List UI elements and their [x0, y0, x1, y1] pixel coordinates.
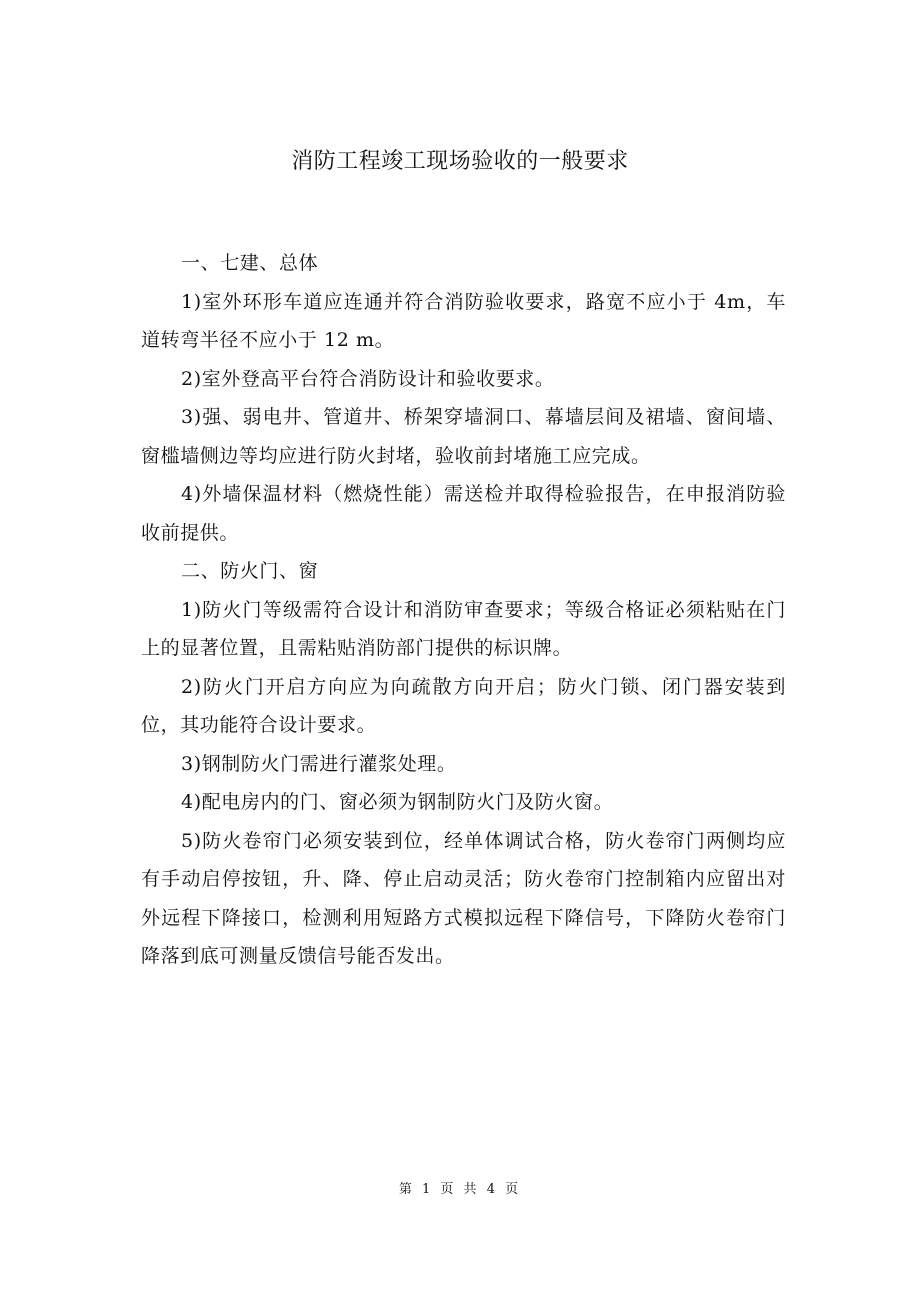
paragraph: 2)室外登高平台符合消防设计和验收要求。 — [181, 367, 555, 390]
paragraph: 3)强、弱电井、管道井、桥架穿墙洞口、幕墙层间及裙墙、窗间墙、窗槛墙侧边等均应进行防火封堵，验收前封堵施工应完成。 — [141, 406, 786, 467]
page-footer: 第 1 页 共 4 页 — [398, 1182, 522, 1197]
paragraph: 2)防火门开启方向应为向疏散方向开启；防火门锁、闭门器安装到位，其功能符合设计要求。 — [141, 675, 786, 736]
paragraph: 4)配电房内的门、窗必须为钢制防火门及防火窗。 — [181, 791, 614, 813]
paragraph: 5)防火卷帘门必须安装到位，经单体调试合格，防火卷帘门两侧均应有手动启停按钮，升、降、停止启动灵活；防火卷帘门控制箱内应留出对外远程下降接口，检测利用短路方式模拟远程下降信号，下降防火卷帘门降落到底可测量反馈信号能否发出。 — [141, 829, 786, 967]
document-body — [141, 244, 786, 976]
section-heading: 二、防火门、窗 — [181, 560, 319, 582]
document-title: 消防工程竣工现场验收的一般要求 — [291, 149, 629, 174]
paragraph: 3)钢制防火门需进行灌浆处理。 — [181, 752, 457, 775]
paragraph: 1)室外环形车道应连通并符合消防验收要求，路宽不应小于 4m，车道转弯半径不应小于 12 m。 — [141, 290, 786, 351]
paragraph: 1)防火门等级需符合设计和消防审查要求；等级合格证必须粘贴在门上的显著位置，且需粘贴消防部门提供的标识牌。 — [141, 598, 786, 659]
section-heading: 一、七建、总体 — [181, 252, 319, 274]
paragraph: 4)外墙保温材料（燃烧性能）需送检并取得检验报告，在申报消防验收前提供。 — [141, 483, 786, 544]
